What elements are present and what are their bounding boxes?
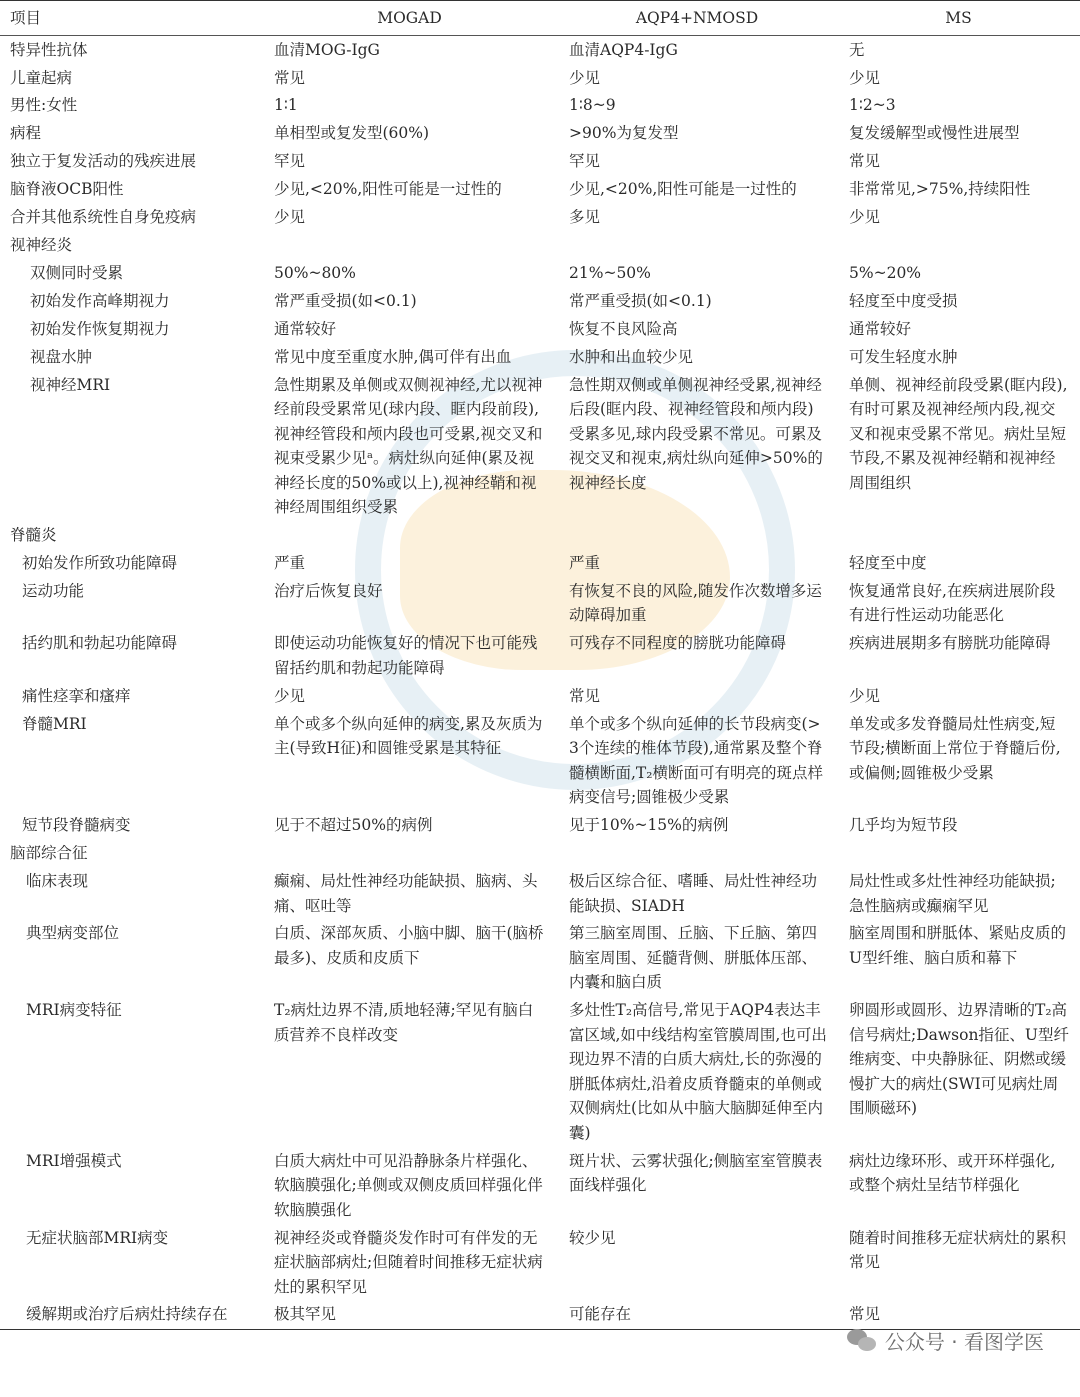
- cell-mogad: 50%~80%: [274, 264, 356, 282]
- cell-nmosd: 见于10%~15%的病例: [569, 815, 729, 834]
- cell-mogad: 1∶1: [274, 96, 298, 115]
- row-label: 视神经炎: [10, 236, 73, 255]
- row-label: 儿童起病: [10, 68, 73, 87]
- cell-nmosd: 常严重受损(如<0.1): [569, 291, 712, 310]
- row-label: 特异性抗体: [10, 40, 88, 59]
- header-nmosd: AQP4+NMOSD: [557, 1, 837, 36]
- cell-ms: 常见: [837, 1301, 1080, 1329]
- table-row: [0, 287, 1080, 315]
- cell-nmosd: [557, 839, 837, 867]
- cell-mogad: 治疗后恢复良好: [274, 581, 383, 600]
- table-row: [0, 682, 1080, 710]
- row-label: 痛性痉挛和瘙痒: [22, 686, 131, 705]
- cell-mogad: 严重: [274, 554, 306, 573]
- row-label: 双侧同时受累: [30, 264, 124, 282]
- row-label: 短节段脊髓病变: [22, 815, 131, 834]
- cell-mogad: 单相型或复发型(60%): [274, 124, 430, 143]
- cell-ms: 随着时间推移无症状病灶的累积常见: [849, 1228, 1067, 1271]
- cell-mogad: 白质、深部灰质、小脑中脚、脑干(脑桥最多)、皮质和皮质下: [274, 924, 544, 967]
- cell-ms: 少见: [849, 68, 881, 87]
- cell-ms: 通常较好: [849, 319, 912, 338]
- cell-mogad: [262, 839, 557, 867]
- row-label: 运动功能: [22, 581, 85, 600]
- cell-ms: 非常常见,>75%,持续阳性: [849, 180, 1031, 199]
- cell-ms: 单侧、视神经前段受累(眶内段),有时可累及视神经颅内段,视交叉和视束受累不常见。病灶呈短节段,不累及视神经鞘和视神经周围组织: [849, 375, 1068, 492]
- table-header-row: [0, 1, 1080, 36]
- cell-nmosd: 血清AQP4-IgG: [569, 40, 678, 59]
- table-row: [0, 259, 1080, 287]
- cell-nmosd: 较少见: [569, 1228, 616, 1247]
- cell-ms: 轻度至中度: [849, 554, 927, 573]
- row-label: MRI病变特征: [26, 1001, 122, 1020]
- cell-nmosd: 单个或多个纵向延伸的长节段病变(>3个连续的椎体节段),通常累及整个脊髓横断面,T₂横断面可有明亮的斑点样病变信号;圆锥极少受累: [569, 714, 823, 807]
- cell-mogad: 视神经炎或脊髓炎发作时可有伴发的无症状脑部病灶;但随着时间推移无症状病灶的累积罕见: [274, 1228, 543, 1296]
- cell-mogad: 癫痫、局灶性神经功能缺损、脑病、头痛、呕吐等: [274, 872, 538, 915]
- cell-mogad: 急性期累及单侧或双侧视神经,尤以视神经前段受累常见(球内段、眶内段前段),视神经管段和颅内段也可受累,视交叉和视束受累少见ᵃ。病灶纵向延伸(累及视神经长度的50%或以上),视神经鞘和视神经周围组织受累: [274, 375, 543, 516]
- cell-ms: 1∶2~3: [849, 96, 896, 115]
- cell-nmosd: 极后区综合征、嗜睡、局灶性神经功能缺损、SIADH: [569, 872, 818, 915]
- cell-nmosd: 21%~50%: [569, 264, 651, 282]
- cell-mogad: 少见: [274, 207, 306, 226]
- section-row: [0, 231, 1080, 259]
- row-label: 脑脊液OCB阳性: [10, 180, 124, 199]
- row-label: 合并其他系统性自身免疫病: [10, 207, 197, 226]
- cell-nmosd: 可能存在: [557, 1301, 837, 1329]
- cell-ms: 轻度至中度受损: [849, 291, 958, 310]
- cell-ms: 单发或多发脊髓局灶性病变,短节段;横断面上常位于脊髓后份,或偏侧;圆锥极少受累: [849, 714, 1061, 782]
- cell-mogad: 常见: [274, 68, 306, 87]
- cell-mogad: 通常较好: [274, 319, 337, 338]
- cell-nmosd: 罕见: [569, 152, 601, 171]
- table-row: [0, 315, 1080, 343]
- table-row: [0, 920, 1080, 997]
- row-label: 缓解期或治疗后病灶持续存在: [0, 1301, 262, 1329]
- cell-mogad: 罕见: [274, 152, 306, 171]
- cell-ms: [837, 839, 1080, 867]
- cell-ms: 复发缓解型或慢性进展型: [849, 124, 1020, 143]
- cell-ms: 常见: [849, 152, 881, 171]
- cell-nmosd: 可残存不同程度的膀胱功能障碍: [569, 634, 787, 653]
- cell-ms: 病灶边缘环形、或开环样强化,或整个病灶呈结节样强化: [849, 1151, 1056, 1195]
- cell-nmosd: 严重: [569, 554, 601, 573]
- cell-ms: 少见: [849, 207, 881, 226]
- table-row: [0, 1224, 1080, 1301]
- cell-nmosd: 多见: [569, 207, 601, 226]
- row-label: 典型病变部位: [26, 924, 120, 943]
- table-row: [0, 36, 1080, 64]
- row-label: 脊髓MRI: [22, 714, 87, 733]
- cell-ms: 5%~20%: [849, 264, 922, 282]
- table-row: [0, 120, 1080, 148]
- table-row: [0, 577, 1080, 629]
- cell-nmosd: 恢复不良风险高: [569, 319, 678, 338]
- table-row: [0, 175, 1080, 203]
- cell-ms: 无: [849, 40, 865, 59]
- cell-mogad: 见于不超过50%的病例: [274, 815, 433, 834]
- table-row: [0, 1147, 1080, 1224]
- row-label: 脑部综合征: [10, 844, 88, 863]
- cell-nmosd: 常见: [569, 686, 601, 705]
- footer-source: 公众号 · 看图学医: [884, 1330, 1044, 1354]
- cell-mogad: 常严重受损(如<0.1): [274, 291, 417, 310]
- cell-mogad: 白质大病灶中可见沿静脉条片样强化、软脑膜强化;单侧或双侧皮质回样强化伴软脑膜强化: [274, 1151, 543, 1219]
- cell-mogad: 少见: [274, 686, 306, 705]
- cell-mogad: 血清MOG-IgG: [274, 40, 380, 59]
- cell-mogad: T₂病灶边界不清,质地轻薄;罕见有脑白质营养不良样改变: [274, 1001, 534, 1044]
- table-row: [0, 630, 1080, 682]
- cell-nmosd: >90%为复发型: [569, 124, 679, 143]
- row-label: 视神经MRI: [30, 375, 111, 394]
- cell-mogad: 少见,<20%,阳性可能是一过性的: [274, 180, 502, 199]
- table-row: [0, 148, 1080, 176]
- row-label: 括约肌和勃起功能障碍: [22, 634, 178, 653]
- cell-nmosd: [557, 521, 837, 549]
- cell-ms: 疾病进展期多有膀胱功能障碍: [849, 634, 1051, 653]
- cell-ms: 脑室周围和胼胝体、紧贴皮质的U型纤维、脑白质和幕下: [849, 924, 1067, 967]
- cell-ms: [837, 231, 1080, 259]
- table-row: [0, 710, 1080, 811]
- cell-ms: 恢复通常良好,在疾病进展阶段有进行性运动功能恶化: [849, 581, 1056, 625]
- header-item: 项目: [0, 1, 262, 36]
- cell-mogad: 单个或多个纵向延伸的病变,累及灰质为主(导致H征)和圆锥受累是其特征: [274, 714, 543, 758]
- cell-ms: [837, 521, 1080, 549]
- row-label: 脊髓炎: [10, 526, 57, 545]
- cell-mogad: 即使运动功能恢复好的情况下也可能残留括约肌和勃起功能障碍: [274, 634, 538, 677]
- cell-nmosd: 多灶性T₂高信号,常见于AQP4表达丰富区域,如中线结构室管膜周围,也可出现边界不清的白质大病灶,长的弥漫的胼胝体病灶,沿着皮质脊髓束的单侧或双侧病灶(比如从中脑大脑脚延伸至内囊): [569, 1001, 827, 1142]
- cell-ms: 局灶性或多灶性神经功能缺损;急性脑病或癫痫罕见: [849, 872, 1056, 915]
- row-label: 初始发作所致功能障碍: [22, 554, 178, 573]
- row-label: 病程: [10, 124, 42, 143]
- cell-nmosd: [557, 231, 837, 259]
- cell-ms: 几乎均为短节段: [849, 815, 958, 834]
- table-row: [0, 811, 1080, 839]
- cell-mogad: [262, 521, 557, 549]
- cell-nmosd: 水肿和出血较少见: [569, 347, 694, 366]
- row-label: MRI增强模式: [26, 1151, 122, 1170]
- cell-nmosd: 少见,<20%,阳性可能是一过性的: [569, 180, 797, 199]
- cell-ms: 卵圆形或圆形、边界清晰的T₂高信号病灶;Dawson指征、U型纤维病变、中央静脉征、阴燃或缓慢扩大的病灶(SWI可见病灶周围顺磁环): [849, 1001, 1069, 1118]
- table-row: [0, 203, 1080, 231]
- table-row: [0, 92, 1080, 120]
- row-label: 临床表现: [26, 872, 89, 890]
- table-row: [0, 997, 1080, 1147]
- wechat-icon: [847, 1329, 877, 1353]
- cell-nmosd: 斑片状、云雾状强化;侧脑室室管膜表面线样强化: [569, 1151, 823, 1195]
- row-label: 初始发作恢复期视力: [30, 319, 170, 338]
- header-ms: MS: [837, 1, 1080, 36]
- row-label: 无症状脑部MRI病变: [26, 1228, 169, 1247]
- row-label: 独立于复发活动的残疾进展: [10, 152, 197, 171]
- row-label: 视盘水肿: [30, 347, 93, 366]
- section-row: [0, 521, 1080, 549]
- row-label: 男性:女性: [10, 96, 78, 115]
- cell-nmosd: 1∶8~9: [569, 96, 616, 115]
- section-row: [0, 839, 1080, 867]
- table-row: [0, 1301, 1080, 1329]
- table-row: [0, 867, 1080, 919]
- cell-ms: 少见: [849, 686, 881, 705]
- row-label: 初始发作高峰期视力: [30, 291, 170, 310]
- cell-mogad: 常见中度至重度水肿,偶可伴有出血: [274, 347, 512, 366]
- cell-mogad: [262, 231, 557, 259]
- table-row: [0, 64, 1080, 92]
- cell-mogad: 极其罕见: [262, 1301, 557, 1329]
- table-row: [0, 343, 1080, 371]
- cell-nmosd: 急性期双侧或单侧视神经受累,视神经后段(眶内段、视神经管段和颅内段)受累多见,球内段受累不常见。可累及视交叉和视束,病灶纵向延伸>50%的视神经长度: [569, 375, 823, 492]
- cell-nmosd: 第三脑室周围、丘脑、下丘脑、第四脑室周围、延髓背侧、胼胝体压部、内囊和脑白质: [569, 924, 818, 992]
- cell-ms: 可发生轻度水肿: [849, 347, 958, 366]
- footer-watermark: [847, 1326, 1044, 1355]
- table-row: [0, 549, 1080, 577]
- cell-nmosd: 有恢复不良的风险,随发作次数增多运动障碍加重: [569, 581, 822, 625]
- header-mogad: MOGAD: [262, 1, 557, 36]
- cell-nmosd: 少见: [569, 68, 601, 87]
- table-row: [0, 371, 1080, 521]
